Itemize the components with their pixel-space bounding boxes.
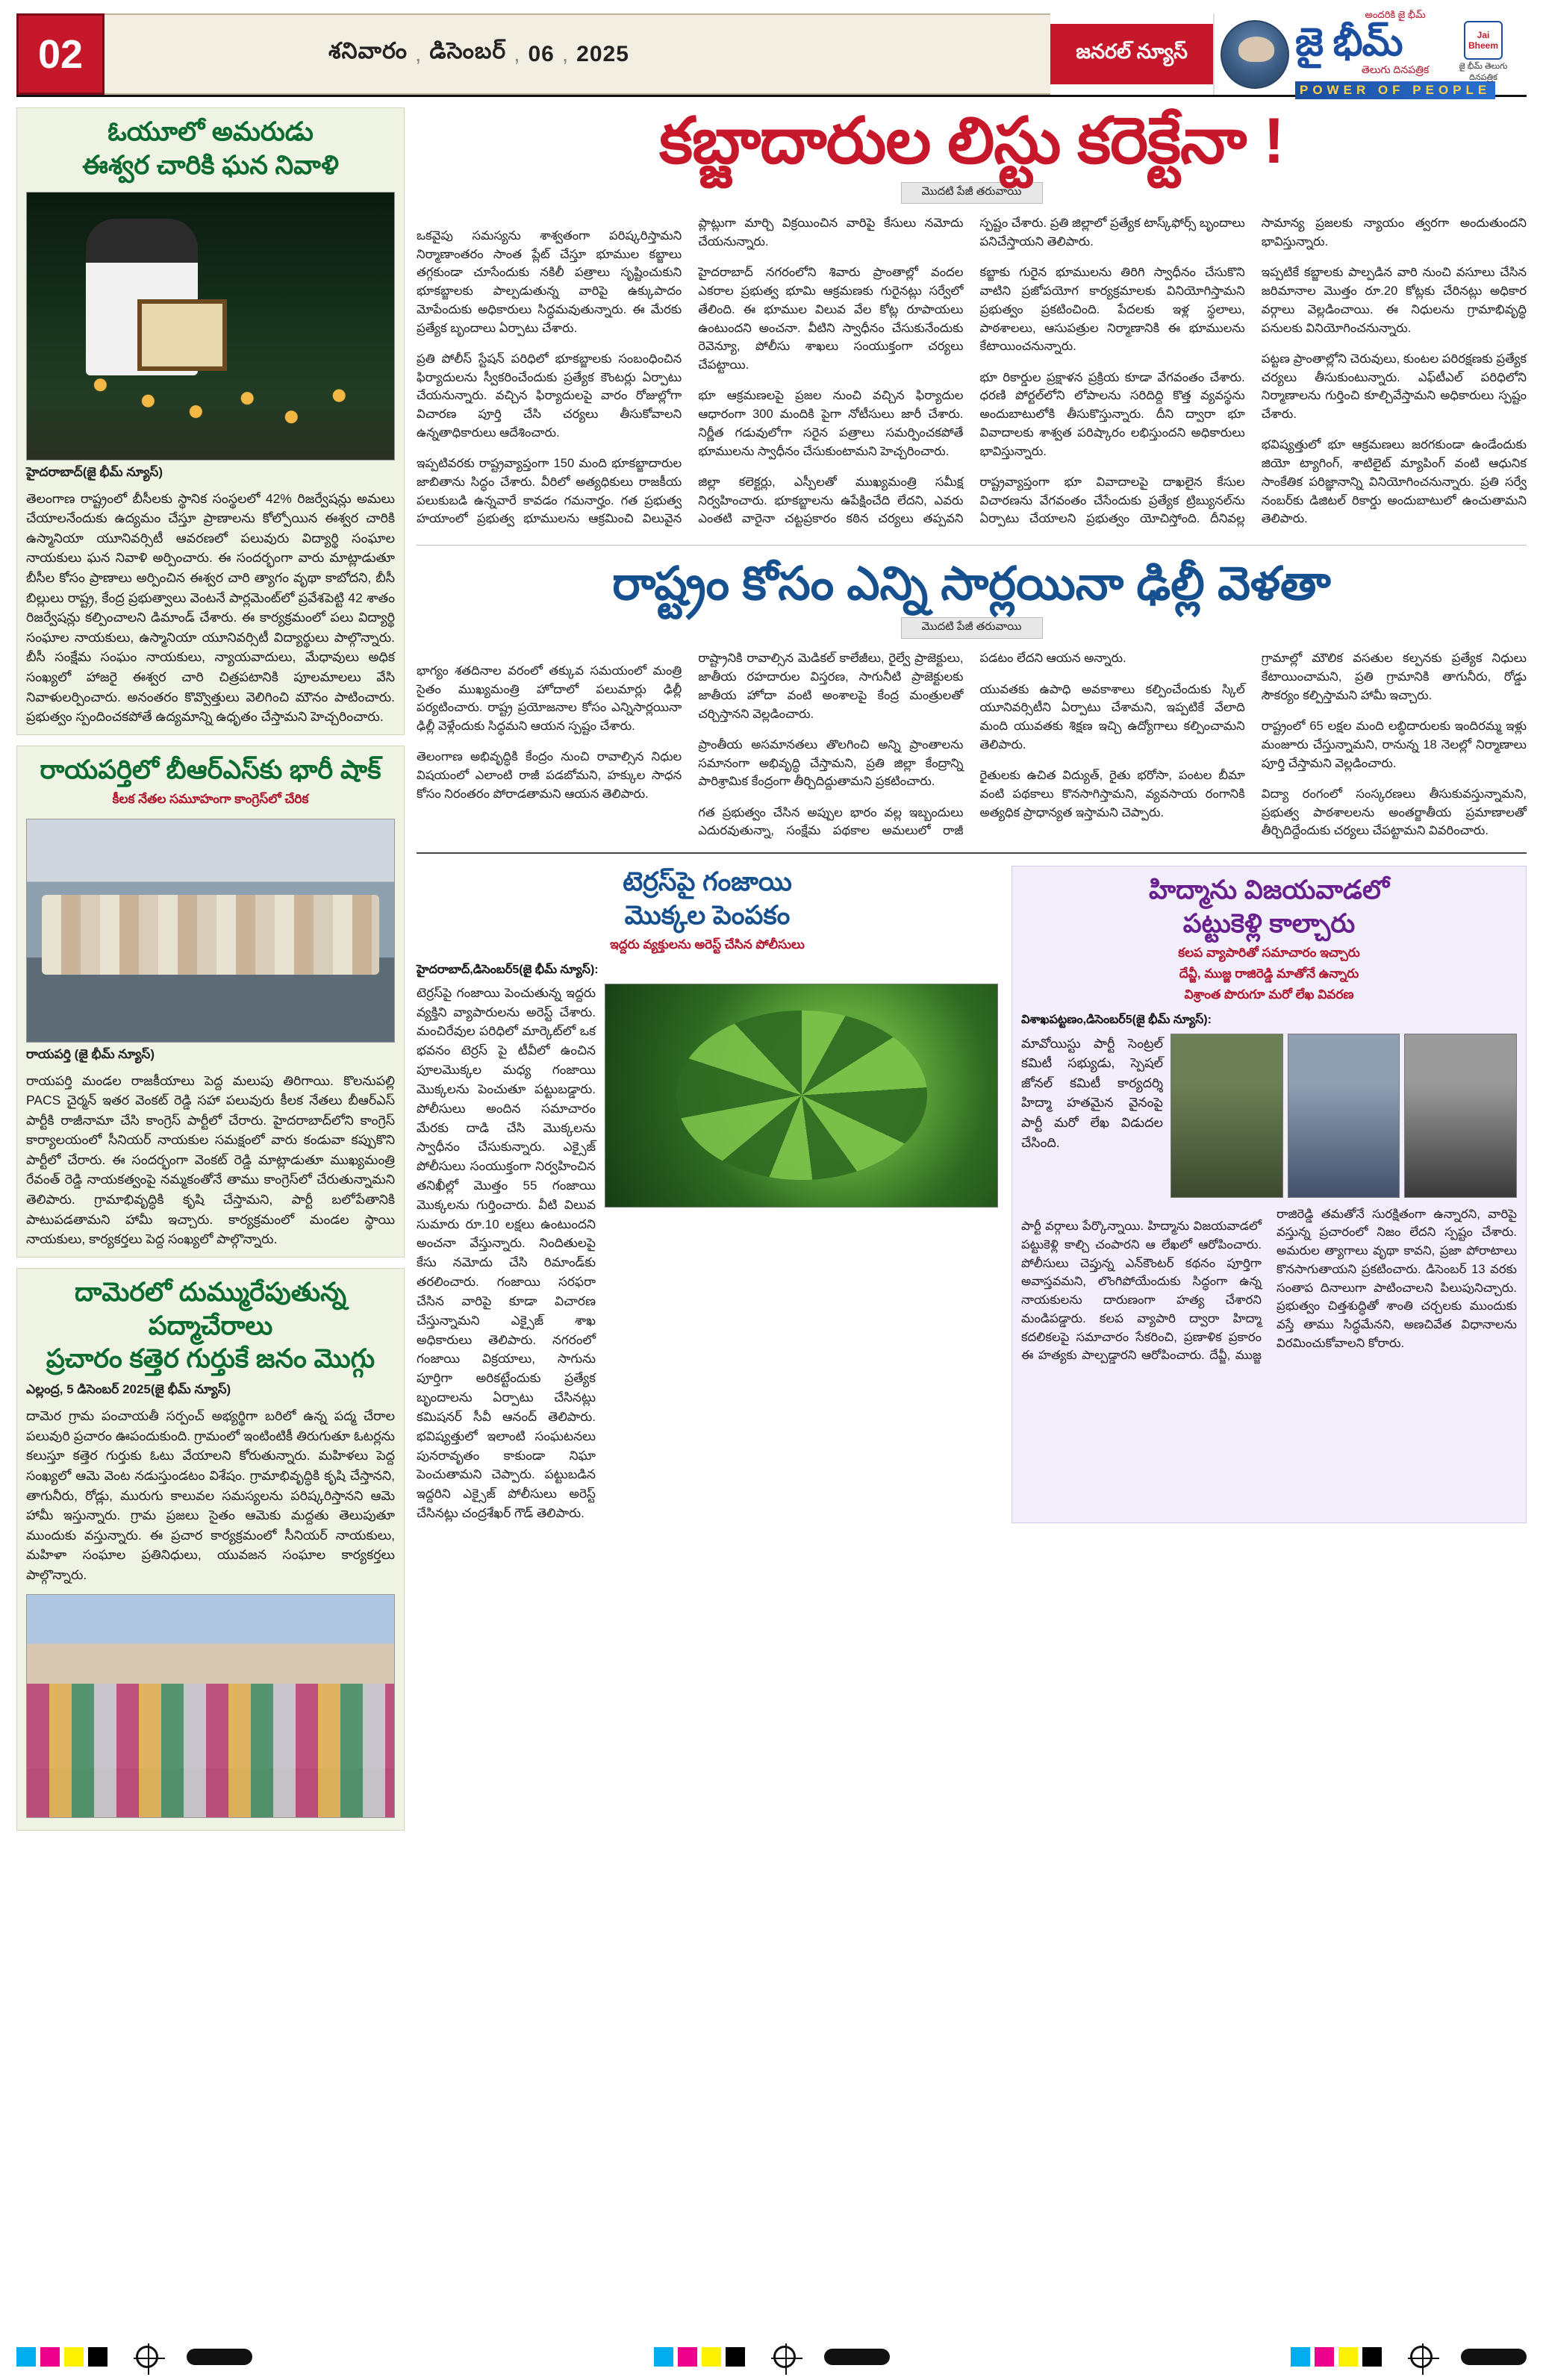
- paragraph: పట్టణ ప్రాంతాల్లోని చెరువులు, కుంటల పరిరక్షణకు ప్రత్యేక చర్యలు తీసుకుంటున్నారు. ఎఫ్‌టీఎల్ పరిధిలోని నిర్మాణాలను గుర్తించి కూల్చివేస్తామని అధికారులు స్పష్టం చేశారు.: [1261, 352, 1527, 422]
- photo-caption: రాయపర్తి (జై భీమ్ న్యూస్): [26, 1046, 155, 1061]
- lead-body: [417, 214, 1527, 531]
- swatch-black: [726, 2347, 745, 2367]
- subheadline: ఇద్దరు వ్యక్తులను అరెస్ట్ చేసిన పోలీసులు: [610, 937, 805, 952]
- paragraph: ఒకవైపు సమస్యను శాశ్వతంగా పరిష్కరిస్తామని నిర్మాణాంతరం సాంత ప్లేట్ చేస్తూ భూముల కబ్జాలు తగ్గకుండా చూసేందుకు నకిలీ పత్రాలు సృష్టించుకుని భూకబ్జాలకు పాల్పడుతున్న వారిపై ఉక్కుపాదం మోపేందుకు అధికారులు సిద్ధమవుతున్నారు. ఈ మేరకు ప్రత్యేక బృందాలు ఏర్పాటు చేశారు.: [417, 228, 682, 335]
- separator-3: ,: [561, 41, 570, 66]
- story-with-photo: [417, 984, 998, 1523]
- lead-article: [417, 107, 1527, 531]
- article-body: [417, 649, 1527, 840]
- swatch-magenta: [40, 2347, 60, 2367]
- article-body: తెలంగాణ రాష్ట్రంలో బీసీలకు స్థానిక సంస్థలలో 42% రిజర్వేషన్లు అమలు చేయాలనేందుకు ఉద్యమం చేస్తూ ప్రాణాలను కోల్పోయిన ఈశ్వర చారికి ఉస్మానియా యూనివర్సిటీ ఆవరణలో పలువురు విద్యార్థి సంఘాల నాయకులు ఘన నివాళి అర్పించారు. ఈ సందర్భంగా వారు మాట్లాడుతూ బీసీల కోసం ప్రాణాలు అర్పించిన ఈశ్వర చారి త్యాగం వృథా కాబోదని, బీసీ బిల్లులు రాష్ట్ర, కేంద్ర ప్రభుత్వాలు వెంటనే పార్లమెంట్‌లో ప్రవేశపెట్టి 42 శాతం రిజర్వేషన్లు కల్పించాలని డిమాండ్ చేశారు. ఈ కార్యక్రమంలో పలు విద్యార్థి సంఘాల నాయకులు, ఉస్మానియా యూనివర్సిటీ విద్యార్థులు పాల్గొన్నారు. బీసీ సంక్షేమ సంఘం నాయకులు, న్యాయవాదులు, మేధావులు అధిక సంఖ్యలో హాజరై ఈశ్వర చారి చిత్రపటానికి పూలమాలలు వేసి నివాళులర్పించారు. అనంతరం కొవ్వొత్తులు వెలిగించి మౌనం పాటించారు. ప్రభుత్వం స్పందించకపోతే ఉద్యమాన్ని ఉధృతం చేస్తామని హెచ్చరించారు.: [26, 490, 395, 725]
- jaibheem-mark-icon: Jai Bheem: [1464, 21, 1503, 60]
- swatch-cyan: [1291, 2347, 1310, 2367]
- paragraph: రాష్ట్రానికి రావాల్సిన మెడికల్ కాలేజీలు, రైల్వే ప్రాజెక్టులు, జాతీయ రహదారుల విస్తరణ, సాగునీటి ప్రాజెక్టులకు జాతీయ హోదా వంటి అంశాలపై కేంద్ర మంత్రులతో చర్చిస్తానని వెల్లడించారు.: [698, 652, 964, 721]
- separator-2: ,: [514, 41, 521, 66]
- slur-bar-2: [824, 2349, 890, 2365]
- paragraph: గ్రామాల్లో మౌలిక వసతుల కల్పనకు ప్రత్యేక నిధులు కేటాయించామని, ప్రతి గ్రామానికి తాగునీరు, రోడ్డు సౌకర్యం కల్పిస్తామని హామీ ఇచ్చారు.: [1261, 652, 1527, 702]
- page-number: 02: [16, 13, 105, 95]
- swatch-cyan: [16, 2347, 36, 2367]
- paragraph: హైదరాబాద్ నగరంలోని శివారు ప్రాంతాల్లో వందల ఎకరాల ప్రభుత్వ భూమి ఆక్రమణకు గురైనట్లు సర్వేలో తేలింది. ఈ భూముల విలువ వేల కోట్ల రూపాయలు ఉంటుందని అంచనా. వీటిని స్వాధీనం చేసుకునేందుకు రెవెన్యూ, పోలీసు శాఖలు సంయుక్తంగా చర్యలు చేపట్టాయి.: [698, 266, 964, 372]
- main-column: [417, 107, 1527, 2294]
- bottom-section: [417, 866, 1527, 1523]
- left-column: [16, 107, 405, 2294]
- paragraph: రాష్ట్రవ్యాప్తంగా భూ వివాదాలపై దాఖలైన కేసుల విచారణను వేగవంతం చేసేందుకు ప్రత్యేక ట్రిబ్యునల్‌ను ఏర్పాటు చేయాలని ప్రభుత్వం యోచిస్తోంది. దీనివల్ల సామాన్య ప్రజలకు న్యాయం త్వరగా అందుతుందని భావిస్తున్నారు.: [979, 216, 1527, 526]
- paragraph: పార్టీ వర్గాలు పేర్కొన్నాయి. హిద్మాను విజయవాడలో పట్టుకెళ్లి కాల్చి చంపారని ఆ లేఖలో ఆరోపించారు. పోలీసులు చెప్తున్న ఎన్‌కౌంటర్ కథనం పూర్తిగా అవాస్తవమని, లొంగిపోయేందుకు సిద్ధంగా ఉన్న నాయకులను దారుణంగా హత్య చేశారని మండిపడ్డారు. కలప వ్యాపారి ద్వారా హిద్మా కదలికలపై సమాచారం సేకరించి, ప్రణాళిక ప్రకారం ఈ హత్యకు పాల్పడ్డారని ఆరోపించారు. దేవ్జీ, ముజ్జ రాజిరెడ్డి తమతోనే సురక్షితంగా ఉన్నారని, వారిపై వస్తున్న ప్రచారంలో నిజం లేదని స్పష్టం చేశారు. అమరుల త్యాగాలు వృథా కావని, ప్రజా పోరాటాలు కొనసాగుతాయని ప్రకటించారు. డిసెంబర్ 13 వరకు సంతాప దినాలుగా పాటించాలని పిలుపునిచ్చారు. ప్రభుత్వం చిత్తశుద్ధితో శాంతి చర్చలకు ముందుకు వస్తే తాము సిద్ధమేనని, అణచివేత విధానాలను విరమించుకోవాలని కోరారు.: [1021, 1207, 1517, 1363]
- article-damera-padma: [16, 1268, 405, 1831]
- photo-caption: హైదరాబాద్(జై భీమ్ న్యూస్): [26, 464, 163, 479]
- separator-1: ,: [415, 41, 423, 66]
- swatch-yellow: [702, 2347, 721, 2367]
- swatch-yellow: [64, 2347, 84, 2367]
- swatch-yellow: [1338, 2347, 1358, 2367]
- article-body: దామెర గ్రామ పంచాయతీ సర్పంచ్ అభ్యర్థిగా బరిలో ఉన్న పద్మ చేరాల పలువురి ప్రచారం ఊపందుకుంది. గ్రామంలో ఇంటింటికీ తిరుగుతూ ఓటర్లను కలుస్తూ కత్తెర గుర్తుకు ఓటు వేయాలని కోరుతున్నారు. మహిళలు పెద్ద సంఖ్యలో ఆమె వెంట నడుస్తుండటం విశేషం. గ్రామాభివృద్ధికి కృషి చేస్తానని, తాగునీరు, రోడ్లు, మురుగు కాలువల సమస్యలను పరిష్కరిస్తానని ఆమె హామీ ఇస్తున్నారు. గ్రామ ప్రజలు సైతం ఆమెకు మద్దతు తెలుపుతూ ముందుకు వస్తున్నారు. ఈ ప్రచార కార్యక్రమంలో సీనియర్ నాయకులు, మహిళా సంఘాల ప్రతినిధులు, యువజన సంఘాల కార్యకర్తలు పాల్గొన్నారు.: [26, 1408, 395, 1582]
- lead-byline: మొదటి పేజీ తరువాయి: [901, 182, 1043, 204]
- photo-hidma-1: [1171, 1034, 1283, 1198]
- article-ganja-terrace: [417, 866, 998, 1523]
- divider: [417, 545, 1527, 546]
- photo-portrait-frame: [137, 299, 227, 371]
- headline-line-1: దామెరలో దుమ్మురేపుతున్న పద్మాచేరాలు: [74, 1277, 347, 1340]
- lead-headline: కబ్జాదారుల లిస్టు కరెక్టేనా !: [659, 105, 1284, 177]
- headline-line-2: ఈశ్వర చారికి ఘన నివాళి: [82, 150, 339, 180]
- article-body: రాయపర్తి మండల రాజకీయాలు పెద్ద మలుపు తిరిగాయి. కొలనుపల్లి PACS చైర్మన్ ఇతర వెంకట్ రెడ్డి సహా పలువురు కీలక నేతలు బీఆర్ఎస్ పార్టీకి రాజీనామా చేసి కాంగ్రెస్ పార్టీలో చేరారు. హైదరాబాద్‌లోని కాంగ్రెస్ కార్యాలయంలో సీనియర్ నాయకుల సమక్షంలో వారు కండువా కప్పుకొని పార్టీలో చేరారు. ఈ సందర్భంగా వెంకట్ రెడ్డి మాట్లాడుతూ ముఖ్యమంత్రి రేవంత్ రెడ్డి నాయకత్వంపై నమ్మకంతోనే తాము కాంగ్రెస్‌లో చేరుతున్నామని తెలిపారు. గ్రామాభివృద్ధికి కృషి చేస్తామని, పార్టీ బలోపేతానికి పాటుపడతామని హామీ ఇచ్చారు. కార్యక్రమంలో మండల స్థాయి నాయకులు, కార్యకర్తలు పెద్ద సంఖ్యలో పాల్గొన్నారు.: [26, 1072, 395, 1247]
- headline-line-1: హిద్మాను విజయవాడలో: [1149, 875, 1389, 905]
- subheadline-3: విశ్రాంత పొరుగూ మరో లేఖ వివరణ: [1184, 987, 1354, 1002]
- paragraph: ఇప్పటివరకు రాష్ట్రవ్యాప్తంగా 150 మంది భూకబ్జాదారుల జాబితాను సిద్ధం చేశారు. వీరిలో అత్యధికులు రాజకీయ పలుకుబడి ఉన్నవారే కావడం గమనార్హం. గత ప్రభుత్వ హయాంలో ప్రభుత్వ భూములను ఆక్రమించి విలువైన ప్లాట్లుగా మార్చి విక్రయించిన వారిపై కేసులు నమోదు చేయనున్నారు.: [417, 216, 964, 526]
- article-eswar-chari: [16, 107, 405, 735]
- date-strip: [105, 13, 1050, 95]
- logo-mini-caption: జై భీమ్ తెలుగు దినపత్రిక: [1459, 62, 1508, 82]
- photo-campaign-group: [26, 1594, 395, 1818]
- paragraph: రాష్ట్రంలో 65 లక్షల మంది లబ్ధిదారులకు ఇందిరమ్మ ఇళ్లు మంజూరు చేస్తున్నామని, రానున్న 18 నెలల్లో నిర్మాణాలు పూర్తి చేస్తామని వెల్లడించారు.: [1261, 719, 1527, 770]
- lead-text-block: [417, 984, 596, 1523]
- photo-wrap: [605, 984, 998, 1208]
- paragraph: కబ్జాకు గురైన భూములను తిరిగి స్వాధీనం చేసుకొని వాటిని ప్రజోపయోగ కార్యక్రమాలకు వినియోగిస్తామని ప్రభుత్వం ప్రకటించింది. పేదలకు ఇళ్ల స్థలాలు, పాఠశాలలు, ఆసుపత్రుల నిర్మాణానికి ఈ భూములను కేటాయించనున్నారు.: [979, 266, 1245, 354]
- registration-mark-3: [1410, 2346, 1433, 2368]
- paragraph: తెలంగాణ అభివృద్ధికి కేంద్రం నుంచి రావాల్సిన నిధుల విషయంలో ఎలాంటి రాజీ పడబోమని, హక్కుల సాధన కోసం నిరంతరం పోరాడతామని ఆయన తెలిపారు.: [417, 750, 682, 801]
- swatch-group-3: [1291, 2347, 1382, 2367]
- headline: రాష్ట్రం కోసం ఎన్ని సార్లయినా ఢిల్లీ వెళతా: [612, 558, 1331, 610]
- paragraph: యువతకు ఉపాధి అవకాశాలు కల్పించేందుకు స్కిల్ యూనివర్సిటీని ఏర్పాటు చేశామని, ఇప్పటికే వేలాది మంది యువతకు శిక్షణ ఇచ్చి ఉద్యోగాలు కల్పించామని తెలిపారు.: [979, 682, 1245, 752]
- paragraph: రైతులకు ఉచిత విద్యుత్, రైతు భరోసా, పంటల బీమా వంటి పథకాలు కొనసాగిస్తామని, వ్యవసాయ రంగానికి అత్యధిక ప్రాధాన్యత ఇస్తామని చెప్పారు.: [979, 769, 1245, 819]
- page-content: [16, 107, 1527, 2294]
- photo-congress-joining: [26, 819, 395, 1043]
- photo-candle-vigil: [26, 192, 395, 460]
- divider: [417, 852, 1527, 854]
- section-tag: జనరల్ న్యూస్: [1050, 24, 1213, 84]
- headline-line-2: ప్రచారం కత్తెర గుర్తుకే జనం మొగ్గు: [46, 1344, 375, 1374]
- dateline: ఎల్లంద్ర, 5 డిసెంబర్ 2025(జై భీమ్ న్యూస్): [26, 1382, 231, 1397]
- slur-bar-3: [1461, 2349, 1527, 2365]
- swatch-black: [1362, 2347, 1382, 2367]
- article-body: టెర్రస్‌పై గంజాయి పెంచుతున్న ఇద్దరు వ్యక్తిని వ్యాపారులను అరెస్ట్ చేశారు. మంచిరేవుల పరిధిలో మార్కెట్‌లో ఒక భవనం టెర్రస్ పై టీవీలో ఉంచిన పూలమొక్కల మధ్య గంజాయి మొక్కలను పెంచుతూ పట్టుబడ్డారు. పోలీసులు అందిన సమాచారం మేరకు దాడి చేసి మొక్కలను స్వాధీనం చేసుకున్నారు. ఎక్సైజ్ పోలీసులు సంయుక్తంగా నిర్వహించిన తనిఖీల్లో మొత్తం 55 గంజాయి మొక్కలను గుర్తించారు. వీటి విలువ సుమారు రూ.10 లక్షలు ఉంటుందని అంచనా వేస్తున్నారు. నిందితులపై కేసు నమోదు చేసి రిమాండ్‌కు తరలించారు. గంజాయి సరఫరా చేసిన వారిపై కూడా విచారణ చేస్తున్నామని ఎక్సైజ్ శాఖ అధికారులు తెలిపారు. నగరంలో గంజాయి విక్రయాలు, సాగును పూర్తిగా అరికట్టేందుకు ప్రత్యేక బృందాలను ఏర్పాటు చేసినట్లు కమిషనర్ సీవీ ఆనంద్ తెలిపారు. భవిష్యత్తులో ఇలాంటి సంఘటనలు పునరావృతం కాకుండా నిఘా పెంచుతామని చెప్పారు. పట్టుబడిన ఇద్దరిని ఎక్సైజ్ పోలీసులు అరెస్ట్ చేసినట్లు చంద్రశేఖర్ గౌడ్ తెలిపారు.: [417, 985, 596, 1521]
- subheadline-1: కలప వ్యాపారితో సమాచారం ఇచ్చారు: [1178, 945, 1360, 960]
- paragraph: ప్రాంతీయ అసమానతలు తొలగించి అన్ని ప్రాంతాలను సమానంగా అభివృద్ధి చేస్తామని, ప్రతి జిల్లా కేంద్రాన్ని పారిశ్రామిక కేంద్రంగా తీర్చిదిద్దుతామని ప్రకటించారు.: [698, 737, 964, 789]
- headline-line-2: పట్టుకెళ్లి కాల్చారు: [1182, 908, 1356, 938]
- year: 2025: [576, 41, 629, 66]
- byline: మొదటి పేజీ తరువాయి: [901, 617, 1043, 639]
- paragraph: ఇప్పటికే కబ్జాలకు పాల్పడిన వారి నుంచి వసూలు చేసిన జరిమానాల మొత్తం రూ.20 కోట్లకు చేరినట్లు అధికార వర్గాలు వెల్లడించాయి. ఈ నిధులను గ్రామాభివృద్ధి పనులకు వినియోగించనున్నారు.: [1261, 266, 1527, 335]
- article-body: [1021, 1205, 1517, 1366]
- headline-line-2: మొక్కల పెంపకం: [624, 900, 791, 930]
- publication-logo: [1213, 9, 1527, 97]
- dateline: విశాఖపట్టణం,డిసెంబర్5(జై భీమ్ న్యూస్):: [1021, 1013, 1212, 1026]
- subheadline-2: దేవ్జీ, ముజ్జ రాజిరెడ్డి మాతోనే ఉన్నారు: [1179, 966, 1359, 981]
- swatch-magenta: [678, 2347, 697, 2367]
- paragraph: ప్రతి పోలీస్ స్టేషన్ పరిధిలో భూకబ్జాలకు సంబంధించిన ఫిర్యాదులను స్వీకరించేందుకు ప్రత్యేక కౌంటర్లు ఏర్పాటు చేయనున్నారు. వచ్చిన ఫిర్యాదులపై వారం రోజుల్లోగా విచారణ పూర్తి చేసి చర్యలు తీసుకోవాలని ఉన్నతాధికారులు ఆదేశించారు.: [417, 352, 682, 440]
- slur-bar-1: [187, 2349, 252, 2365]
- swatch-group-1: [16, 2347, 107, 2367]
- swatch-black: [88, 2347, 107, 2367]
- headline-line-1: టెర్రస్‌పై గంజాయి: [623, 867, 792, 897]
- photo-cannabis-plant: [605, 984, 998, 1208]
- article-intro: మావోయిస్టు పార్టీ సెంట్రల్ కమిటీ సభ్యుడు, స్పెషల్ జోనల్ కమిటీ కార్యదర్శి హిద్మా హతమైన వైనంపై పార్టీ మరో లేఖ విడుదల చేసింది.: [1021, 1035, 1163, 1150]
- subheadline: కీలక నేతల సమూహంగా కాంగ్రెస్‌లో చేరిక: [112, 791, 309, 806]
- dateline: హైదరాబాద్,డిసెంబర్5(జై భీమ్ న్యూస్):: [417, 963, 599, 976]
- article-hidma: [1011, 866, 1527, 1523]
- weekday: శనివారం: [328, 39, 408, 63]
- logo-subtitle: తెలుగు దినపత్రిక: [1361, 63, 1430, 75]
- registration-mark-2: [773, 2346, 796, 2368]
- logo-band: POWER OF PEOPLE: [1295, 81, 1495, 99]
- logo-tagline-top: అందరికి జై భీమ్: [1365, 9, 1426, 20]
- swatch-magenta: [1315, 2347, 1334, 2367]
- headline-line-1: ఓయూలో అమరుడు: [107, 117, 314, 146]
- registration-mark-1: [136, 2346, 158, 2368]
- paragraph: విద్యా రంగంలో సంస్కరణలు తీసుకువస్తున్నామని, ప్రభుత్వ పాఠశాలలను అంతర్జాతీయ ప్రమాణాలతో తీర్చిదిద్దేందుకు చర్యలు చేపట్టామని వివరించారు.: [1261, 787, 1527, 838]
- photo-hidma-2: [1288, 1034, 1400, 1198]
- day-number: 06: [528, 41, 555, 66]
- logo-secondary: [1447, 21, 1519, 84]
- paragraph: జిల్లా కలెక్టర్లు, ఎస్పీలతో ముఖ్యమంత్రి సమీక్ష నిర్వహించారు. భూకబ్జాలను ఉపేక్షించేది లేదని, ఎవరు ఎంతటి వారైనా చట్టప్రకారం కఠిన చర్యలు తప్పవని స్పష్టం చేశారు. ప్రతి జిల్లాలో ప్రత్యేక టాస్క్‌ఫోర్స్ బృందాలు పనిచేస్తాయని తెలిపారు.: [698, 216, 1245, 526]
- month: డిసెంబర్: [429, 39, 507, 63]
- headline: రాయపర్తిలో బీఆర్ఎస్‌కు భారీ షాక్: [40, 755, 381, 784]
- swatch-cyan: [654, 2347, 673, 2367]
- swatch-group-2: [654, 2347, 745, 2367]
- portrait-icon: [1221, 20, 1289, 89]
- paragraph: భూ ఆక్రమణలపై ప్రజల నుంచి వచ్చిన ఫిర్యాదుల ఆధారంగా 300 మందికి పైగా నోటీసులు జారీ చేశారు. నిర్ణీత గడువులోగా సరైన పత్రాలు సమర్పించకపోతే భూములను స్వాధీనం చేసుకుంటామని హెచ్చరించారు.: [698, 389, 964, 458]
- paragraph: గత ప్రభుత్వం చేసిన అప్పుల భారం వల్ల ఇబ్బందులు ఎదురవుతున్నా, సంక్షేమ పథకాల అమలులో రాజీ పడటం లేదని ఆయన అన్నారు.: [698, 652, 1126, 838]
- article-rayaparthi-brs: [16, 746, 405, 1258]
- logo-title: జై భీమ్: [1295, 21, 1403, 64]
- paragraph: భవిష్యత్తులో భూ ఆక్రమణలు జరగకుండా ఉండేందుకు జియో ట్యాగింగ్, శాటిలైట్ మ్యాపింగ్ వంటి ఆధునిక సాంకేతిక పరిజ్ఞానాన్ని వినియోగించనున్నారు. ప్రతి సర్వే నంబర్‌కు డిజిటల్ రికార్డు అందుబాటులో ఉంచుతామని తెలిపారు.: [1261, 438, 1527, 526]
- photo-row: [1171, 1034, 1517, 1198]
- hidma-top-block: [1021, 1034, 1517, 1198]
- photo-hidma-3: [1404, 1034, 1517, 1198]
- article-delhi-visit: [417, 559, 1527, 840]
- paragraph: భాగ్యం శతదినాల వరంలో తక్కువ సమయంలో మంత్రి సైతం ముఖ్యమంత్రి హోదాలో పలుమార్లు ఢిల్లీ పర్యటించారు. రాష్ట్ర ప్రయోజనాల కోసం ఎన్నిసార్లయినా ఢిల్లీ వెళ్లేందుకు సిద్ధమని ఆయన స్పష్టం చేశారు.: [417, 663, 682, 734]
- paragraph: భూ రికార్డుల ప్రక్షాళన ప్రక్రియ కూడా వేగవంతం చేశారు. ధరణి పోర్టల్‌లోని లోపాలను సరిదిద్ది కొత్త వ్యవస్థను అందుబాటులోకి తీసుకొస్తున్నారు. దీని ద్వారా భూ వివాదాలకు శాశ్వత పరిష్కారం లభిస్తుందని అధికారులు భావిస్తున్నారు.: [979, 370, 1245, 458]
- print-registration-bar: [16, 2346, 1527, 2368]
- masthead: [16, 9, 1527, 97]
